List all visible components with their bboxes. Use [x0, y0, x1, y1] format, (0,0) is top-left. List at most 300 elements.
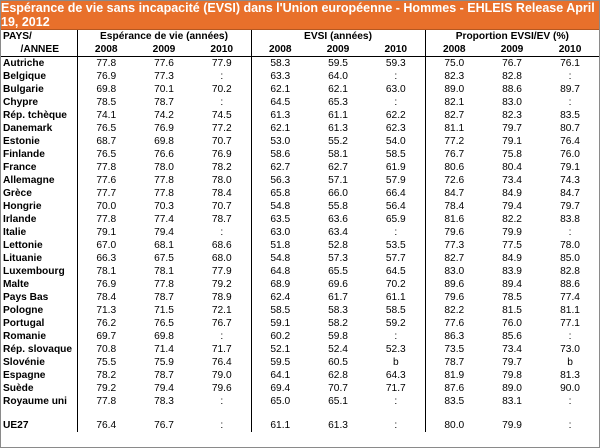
evsi-cell: 65.3	[328, 97, 348, 108]
country-cell: Suède	[3, 383, 34, 394]
country-cell: Rép. tchèque	[3, 110, 67, 121]
ev-cell: 76.5	[77, 122, 135, 135]
year-header: 2009	[152, 44, 176, 55]
proportion-cell: :	[568, 396, 572, 407]
ev-cell: 78.7	[211, 214, 232, 225]
evsi-cell: 66.0	[328, 188, 348, 199]
table-row	[1, 200, 599, 213]
ev-cell: 67.0	[77, 239, 135, 252]
evsi-cell: 60.2	[251, 330, 309, 343]
evsi-cell: 54.8	[251, 252, 309, 265]
evsi-cell: 63.0	[251, 226, 309, 239]
proportion-cell: 81.1	[560, 305, 580, 316]
proportion-cell: 82.2	[502, 214, 522, 225]
year-header: 2008	[251, 43, 309, 57]
table-row	[1, 330, 599, 343]
ev-cell: 67.5	[154, 253, 174, 264]
ev-cell: 79.2	[77, 382, 135, 395]
evsi-cell: 62.7	[328, 162, 348, 173]
eu-row	[1, 418, 599, 432]
proportion-cell: 80.7	[560, 123, 580, 134]
ev-cell: 76.9	[77, 70, 135, 83]
country-cell: Grèce	[3, 188, 32, 199]
proportion-cell: 89.7	[560, 84, 580, 95]
ev-cell: 69.8	[154, 331, 174, 342]
evsi-cell: 57.3	[328, 253, 348, 264]
ev-cell: 71.4	[154, 344, 174, 355]
year-header: 2009	[500, 44, 524, 55]
evsi-cell: 64.1	[251, 369, 309, 382]
ev-cell: :	[220, 227, 224, 238]
table-row	[1, 57, 599, 71]
evsi-cell: 59.8	[328, 331, 348, 342]
ev-cell: 78.5	[77, 96, 135, 109]
ev-cell: 77.7	[77, 187, 135, 200]
evsi-cell: 62.2	[385, 110, 406, 121]
ev-cell: 76.2	[77, 317, 135, 330]
table-row	[1, 70, 599, 83]
ev-cell: 78.1	[154, 266, 174, 277]
evsi-cell: 64.5	[385, 266, 406, 277]
evsi-cell: 61.1	[328, 110, 348, 121]
table-row	[1, 148, 599, 161]
proportion-cell: 79.8	[502, 370, 522, 381]
evsi-cell: 59.5	[251, 356, 309, 369]
evsi-cell: 58.3	[251, 57, 309, 71]
evsi-cell: 62.8	[328, 370, 348, 381]
proportion-cell: :	[568, 419, 572, 431]
ev-cell: 78.7	[154, 292, 174, 303]
country-cell: Romanie	[3, 331, 47, 342]
proportion-cell: 79.1	[502, 136, 522, 147]
table-row	[1, 369, 599, 382]
country-cell: Estonie	[3, 136, 40, 147]
country-cell: Finlande	[3, 149, 45, 160]
ev-cell: 77.8	[154, 175, 174, 186]
table-row	[1, 135, 599, 148]
table-row	[1, 161, 599, 174]
table-row	[1, 252, 599, 265]
ev-cell: 77.9	[211, 266, 232, 277]
evsi-cell: 57.9	[385, 175, 406, 186]
evsi-cell: 63.6	[328, 214, 348, 225]
year-header: 2008	[77, 43, 135, 57]
group-header-evsi: EVSI (années)	[251, 30, 425, 43]
table-row	[1, 239, 599, 252]
evsi-cell: 61.1	[385, 292, 406, 303]
ev-cell: 76.9	[154, 123, 174, 134]
country-cell: Irlande	[3, 214, 37, 225]
country-cell: Pologne	[3, 305, 44, 316]
evsi-cell: 64.3	[385, 370, 406, 381]
evsi-cell: 69.6	[328, 279, 348, 290]
proportion-cell: :	[568, 71, 572, 82]
ev-cell: 78.3	[154, 396, 174, 407]
proportion-cell: 84.9	[502, 253, 522, 264]
proportion-cell: 76.0	[502, 318, 522, 329]
evsi-cell: 62.1	[251, 122, 309, 135]
evsi-cell: 65.0	[251, 395, 309, 408]
table-row	[1, 265, 599, 278]
proportion-cell: 79.7	[502, 123, 522, 134]
proportion-cell: 89.4	[502, 279, 522, 290]
proportion-cell: 81.1	[425, 122, 483, 135]
evsi-cell: 59.2	[385, 318, 406, 329]
ev-cell: 75.5	[77, 356, 135, 369]
proportion-cell: 77.4	[560, 292, 580, 303]
proportion-cell: 79.1	[560, 162, 580, 173]
proportion-cell: 77.1	[560, 318, 580, 329]
evsi-cell: 62.7	[251, 161, 309, 174]
ev-cell: 77.4	[154, 214, 174, 225]
proportion-cell: 83.8	[560, 214, 580, 225]
evsi-cell: 51.8	[251, 239, 309, 252]
evsi-cell: 71.7	[385, 383, 406, 394]
evsi-cell: 69.4	[251, 382, 309, 395]
evsi-cell: 65.1	[328, 396, 348, 407]
evsi-cell: :	[394, 227, 398, 238]
proportion-cell: 73.0	[560, 344, 580, 355]
ev-cell: 76.9	[211, 149, 232, 160]
ev-cell: 70.1	[154, 84, 174, 95]
evsi-cell: 61.3	[328, 419, 348, 431]
proportion-cell: 82.8	[560, 266, 580, 277]
table-row	[1, 174, 599, 187]
ev-cell: 70.0	[77, 200, 135, 213]
proportion-cell: 79.7	[560, 201, 580, 212]
ev-cell: 77.8	[154, 279, 174, 290]
ev-cell: 77.3	[154, 71, 174, 82]
evsi-cell: 64.5	[251, 96, 309, 109]
proportion-cell: 82.7	[425, 109, 483, 122]
year-header: 2010	[384, 44, 408, 55]
ev-cell: 74.1	[77, 109, 135, 122]
ev-cell: 79.4	[154, 383, 174, 394]
ev-cell: 70.7	[211, 201, 232, 212]
proportion-cell: 79.4	[502, 201, 522, 212]
ev-cell: 76.7	[211, 318, 232, 329]
evsi-cell: 59.1	[251, 317, 309, 330]
table-row	[1, 213, 599, 226]
evsi-cell: :	[394, 331, 398, 342]
ev-cell: 76.7	[154, 419, 174, 431]
proportion-cell: 79.6	[425, 291, 483, 304]
proportion-cell: 76.1	[560, 58, 580, 69]
proportion-cell: b	[567, 357, 573, 368]
proportion-cell: 82.3	[425, 70, 483, 83]
ev-cell: :	[220, 396, 224, 407]
ev-cell: 77.6	[77, 174, 135, 187]
ev-cell: 78.1	[77, 265, 135, 278]
proportion-cell: 79.9	[502, 419, 522, 431]
table-row	[1, 356, 599, 369]
ev-cell: 75.9	[154, 357, 174, 368]
evsi-cell: 55.2	[328, 136, 348, 147]
country-cell: Autriche	[3, 58, 45, 69]
corner-header-bottom: /ANNEE	[20, 44, 59, 55]
country-cell: Danemark	[3, 123, 53, 134]
proportion-cell: 88.6	[560, 279, 580, 290]
evsi-cell: 61.1	[251, 418, 309, 432]
evsi-cell: 56.3	[251, 174, 309, 187]
country-cell: Royaume uni	[3, 396, 67, 407]
evsi-cell: 59.5	[328, 58, 348, 69]
evsi-cell: 61.3	[328, 123, 348, 134]
country-cell: Lettonie	[3, 240, 43, 251]
ev-cell: 79.1	[77, 226, 135, 239]
proportion-cell: 90.0	[560, 383, 580, 394]
evsi-cell: 58.5	[385, 305, 406, 316]
country-cell: Malte	[3, 279, 30, 290]
ev-cell: 69.7	[77, 330, 135, 343]
proportion-cell: 89.6	[425, 278, 483, 291]
evsi-cell: 65.9	[385, 214, 406, 225]
year-header: 2009	[326, 44, 350, 55]
evsi-cell: 70.7	[328, 383, 348, 394]
table-row	[1, 317, 599, 330]
evsi-cell: 60.5	[328, 357, 348, 368]
proportion-cell: 73.4	[502, 175, 522, 186]
ev-cell: 69.8	[77, 83, 135, 96]
evsi-cell: 52.4	[328, 344, 348, 355]
proportion-cell: 82.2	[425, 304, 483, 317]
spacer-row	[1, 408, 599, 418]
ev-cell: 78.9	[211, 292, 232, 303]
evsi-cell: 58.2	[328, 318, 348, 329]
proportion-cell: 77.2	[425, 135, 483, 148]
evsi-cell: 58.5	[251, 304, 309, 317]
proportion-cell: 81.9	[425, 369, 483, 382]
proportion-cell: 83.5	[425, 395, 483, 408]
evsi-cell: :	[394, 71, 398, 82]
evsi-cell: 61.7	[328, 292, 348, 303]
table-row	[1, 187, 599, 200]
group-header-ev: Espérance de vie (années)	[77, 30, 251, 43]
proportion-cell: 84.7	[560, 188, 580, 199]
table-row	[1, 304, 599, 317]
country-cell: Lituanie	[3, 253, 43, 264]
proportion-cell: 79.9	[502, 227, 522, 238]
proportion-cell: :	[568, 331, 572, 342]
ev-cell: 77.8	[77, 395, 135, 408]
proportion-cell: 81.3	[560, 370, 580, 381]
evsi-cell: 64.0	[328, 71, 348, 82]
proportion-cell: 74.3	[560, 175, 580, 186]
evsi-cell: 58.3	[328, 305, 348, 316]
ev-cell: 70.8	[77, 343, 135, 356]
proportion-cell: 73.5	[425, 343, 483, 356]
ev-cell: 72.1	[211, 305, 232, 316]
ev-cell: 77.6	[154, 58, 174, 69]
evsi-cell: 53.0	[251, 135, 309, 148]
proportion-cell: 73.4	[502, 344, 522, 355]
evsi-cell: 58.6	[251, 148, 309, 161]
evsi-cell: 65.8	[251, 187, 309, 200]
proportion-cell: 76.0	[560, 149, 580, 160]
life-expectancy-table	[1, 30, 599, 432]
ev-cell: 70.3	[154, 201, 174, 212]
country-cell: France	[3, 162, 37, 173]
evsi-cell: 57.7	[385, 253, 406, 264]
proportion-cell: 80.4	[502, 162, 522, 173]
proportion-cell: 79.7	[502, 357, 522, 368]
proportion-cell: 80.6	[425, 161, 483, 174]
ev-cell: 79.4	[154, 227, 174, 238]
proportion-cell: 85.0	[560, 253, 580, 264]
proportion-cell: 76.4	[560, 136, 580, 147]
proportion-cell: 83.5	[560, 110, 580, 121]
proportion-cell: 81.6	[425, 213, 483, 226]
table-row	[1, 109, 599, 122]
proportion-cell: 78.0	[560, 240, 580, 251]
evsi-cell: 61.9	[385, 162, 406, 173]
evsi-cell: 68.9	[251, 278, 309, 291]
proportion-cell: 82.8	[502, 71, 522, 82]
ev-cell: 78.4	[77, 291, 135, 304]
proportion-cell: :	[568, 97, 572, 108]
table-row	[1, 122, 599, 135]
proportion-cell: 83.0	[502, 97, 522, 108]
country-cell: Portugal	[3, 318, 45, 329]
proportion-cell: 77.5	[502, 240, 522, 251]
proportion-cell: 80.0	[425, 418, 483, 432]
ev-cell: 77.8	[154, 188, 174, 199]
table-row	[1, 96, 599, 109]
evsi-cell: 54.8	[251, 200, 309, 213]
evsi-cell: 61.3	[251, 109, 309, 122]
proportion-cell: 82.1	[425, 96, 483, 109]
proportion-cell: 82.7	[425, 252, 483, 265]
ev-cell: :	[220, 331, 224, 342]
proportion-cell: 78.5	[502, 292, 522, 303]
proportion-cell: 79.6	[425, 226, 483, 239]
proportion-cell: :	[568, 227, 572, 238]
ev-cell: 79.2	[211, 279, 232, 290]
proportion-cell: 78.4	[425, 200, 483, 213]
ev-cell: 76.4	[211, 357, 232, 368]
ev-cell: 78.2	[211, 162, 232, 173]
ev-cell: 76.5	[77, 148, 135, 161]
evsi-cell: 58.5	[385, 149, 406, 160]
evsi-cell: 63.4	[328, 227, 348, 238]
proportion-cell: 76.7	[425, 148, 483, 161]
proportion-cell: 89.0	[502, 383, 522, 394]
evsi-cell: :	[394, 419, 398, 431]
evsi-cell: 65.5	[328, 266, 348, 277]
ev-cell: 77.8	[77, 161, 135, 174]
year-header: 2008	[425, 43, 483, 57]
proportion-cell: 77.3	[425, 239, 483, 252]
proportion-cell: 86.3	[425, 330, 483, 343]
country-cell: Bulgarie	[3, 84, 44, 95]
evsi-cell: 62.4	[251, 291, 309, 304]
proportion-cell: 75.8	[502, 149, 522, 160]
evsi-cell: 62.1	[251, 83, 309, 96]
country-cell: Allemagne	[3, 175, 55, 186]
ev-cell: 78.2	[77, 369, 135, 382]
ev-cell: 71.5	[154, 305, 174, 316]
corner-header-top: PAYS/	[3, 31, 32, 42]
year-header: 2010	[558, 44, 582, 55]
ev-cell: 78.7	[154, 97, 174, 108]
proportion-cell: 78.7	[425, 356, 483, 369]
ev-cell: :	[220, 97, 224, 108]
country-cell: Pays Bas	[3, 292, 49, 303]
country-cell: Belgique	[3, 71, 47, 82]
ev-cell: 77.2	[211, 123, 232, 134]
evsi-cell: 63.5	[251, 213, 309, 226]
ev-cell: 68.1	[154, 240, 174, 251]
ev-cell: 74.2	[154, 110, 174, 121]
proportion-cell: 76.7	[502, 58, 522, 69]
ev-cell: 66.3	[77, 252, 135, 265]
evsi-cell: 64.8	[251, 265, 309, 278]
proportion-cell: 87.6	[425, 382, 483, 395]
ev-cell: 71.7	[211, 344, 232, 355]
proportion-cell: 89.0	[425, 83, 483, 96]
evsi-cell: 55.8	[328, 201, 348, 212]
evsi-cell: :	[394, 396, 398, 407]
ev-cell: 77.8	[77, 57, 135, 71]
ev-cell: 74.5	[211, 110, 232, 121]
country-cell: Rép. slovaque	[3, 344, 73, 355]
proportion-cell: 83.1	[502, 396, 522, 407]
country-cell: Italie	[3, 227, 27, 238]
ev-cell: 79.6	[211, 383, 232, 394]
table-row	[1, 226, 599, 239]
ev-cell: 78.0	[211, 175, 232, 186]
proportion-cell: 72.6	[425, 174, 483, 187]
evsi-cell: 66.4	[385, 188, 406, 199]
ev-cell: 77.8	[77, 213, 135, 226]
proportion-cell: 83.9	[502, 266, 522, 277]
ev-cell: 76.5	[154, 318, 174, 329]
country-cell: UE27	[3, 419, 29, 431]
ev-cell: 68.7	[77, 135, 135, 148]
evsi-cell: 59.3	[385, 58, 406, 69]
country-cell: Espagne	[3, 370, 46, 381]
ev-cell: 77.9	[211, 58, 232, 69]
ev-cell: 78.4	[211, 188, 232, 199]
ev-cell: 76.4	[77, 418, 135, 432]
ev-cell: 78.0	[154, 162, 174, 173]
ev-cell: 79.0	[211, 370, 232, 381]
evsi-cell: 62.3	[385, 123, 406, 134]
group-header-proportion: Proportion EVSI/EV (%)	[425, 30, 599, 43]
proportion-cell: 85.6	[502, 331, 522, 342]
evsi-cell: 62.1	[328, 84, 348, 95]
proportion-cell: 81.5	[502, 305, 522, 316]
evsi-cell: 63.0	[385, 84, 406, 95]
proportion-cell: 83.0	[425, 265, 483, 278]
ev-cell: :	[220, 419, 224, 431]
ev-cell: 69.8	[154, 136, 174, 147]
evsi-cell: 58.1	[328, 149, 348, 160]
evsi-cell: 52.8	[328, 240, 348, 251]
ev-cell: 71.3	[77, 304, 135, 317]
ev-cell: 70.7	[211, 136, 232, 147]
table-row	[1, 343, 599, 356]
ev-cell: 76.6	[154, 149, 174, 160]
country-cell: Luxembourg	[3, 266, 65, 277]
ev-cell: 68.6	[211, 240, 232, 251]
evsi-cell: 53.5	[385, 240, 406, 251]
table-row	[1, 278, 599, 291]
proportion-cell: 84.7	[425, 187, 483, 200]
ev-cell: 76.9	[77, 278, 135, 291]
proportion-cell: 84.9	[502, 188, 522, 199]
evsi-cell: b	[392, 357, 399, 368]
